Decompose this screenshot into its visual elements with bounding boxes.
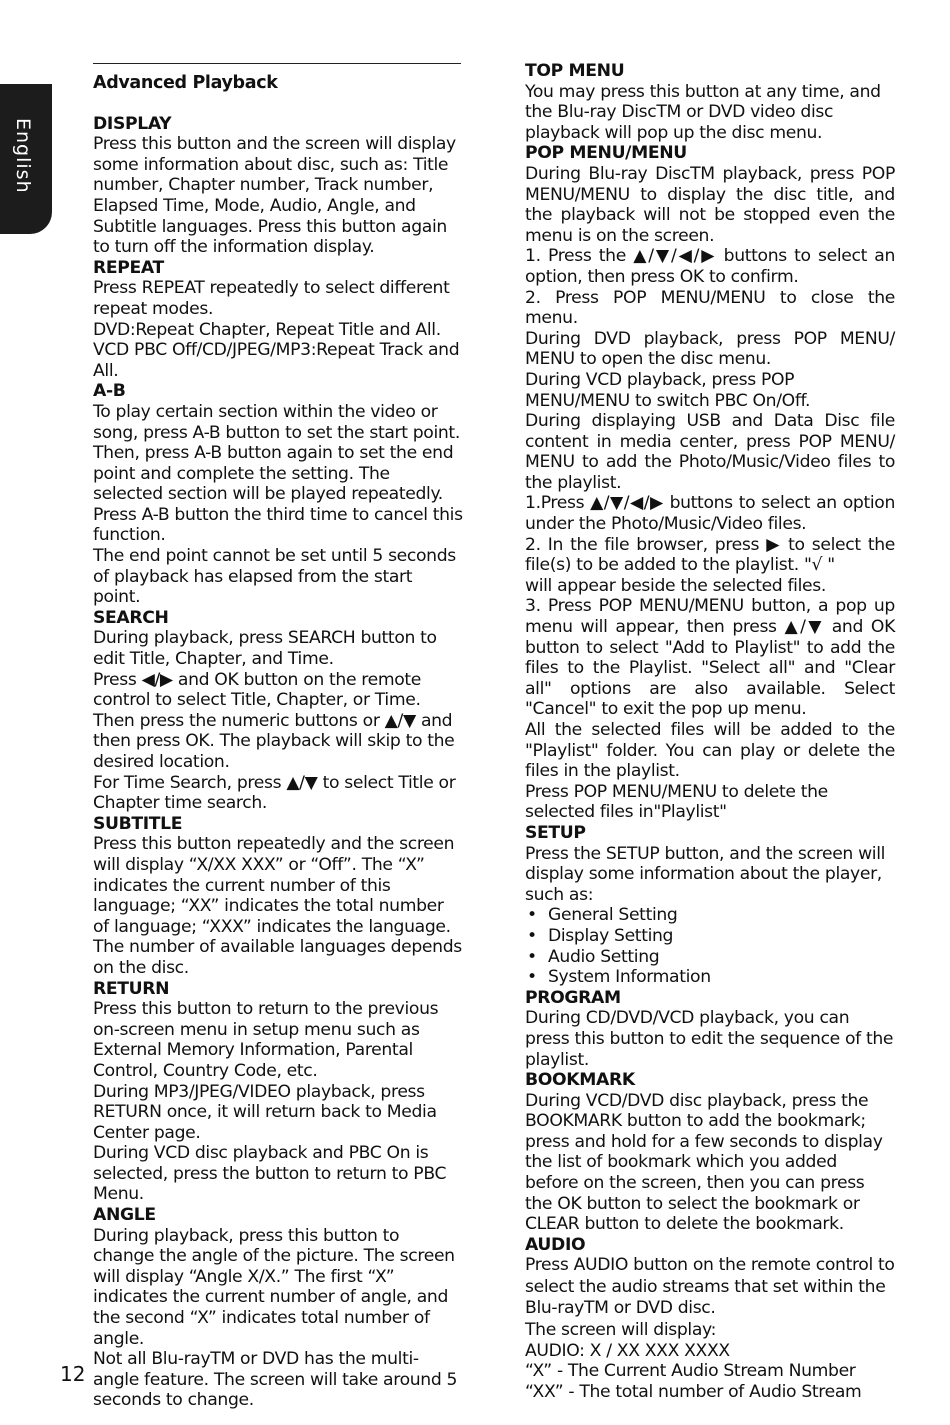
search-text-2: Press ◀/▶ and OK button on the remote control to select Title, Chapter, or Time. Then press the numeric buttons or ▲/▼ and then press OK. The playback will skip to the desired location. <box>93 669 455 772</box>
left-column <box>93 66 463 1411</box>
page-number: 12 <box>60 1362 86 1386</box>
heading-search: SEARCH <box>93 607 169 628</box>
heading-subtitle: SUBTITLE <box>93 813 183 834</box>
audio-text-4: “X” - The Current Audio Stream Number <box>525 1361 856 1382</box>
right-column <box>525 61 895 1402</box>
ab-text-2: Press A-B button the third time to cancel this function. <box>93 504 463 546</box>
pop-menu-text-11: All the selected files will be added to the "Playlist" folder. You can play or delete the files in the playlist. <box>525 720 895 782</box>
heading-return: RETURN <box>93 978 170 999</box>
section-title: Advanced Playback <box>93 73 278 93</box>
pop-menu-text-5: During VCD playback, press POP MENU/MENU to switch PBC On/Off. <box>525 369 811 411</box>
heading-pop-menu: POP MENU/MENU <box>525 143 687 164</box>
top-menu-text: You may press this button at any time, and the Blu-ray DiscTM or DVD video disc playback will pop up the disc menu. <box>525 81 881 143</box>
setup-item-display: • Display Setting <box>525 926 895 947</box>
bookmark-text: During VCD/DVD disc playback, press the BOOKMARK button to add the bookmark; press and hold for a few seconds to display the list of bookmark which you added before on the screen, then you can press the OK button to select the bookmark or CLEAR button to delete the bookmark. <box>525 1090 883 1235</box>
angle-text-1: During playback, press this button to change the angle of the picture. The screen will display “Angle X/X.” The first “X” indicates the current number of angle, and the second “X” indicates total number of angle. <box>93 1225 455 1349</box>
heading-audio: AUDIO <box>525 1234 586 1255</box>
audio-text-2: The screen will display: <box>525 1319 717 1340</box>
display-text: Press this button and the screen will display some information about disc, such as: Title number, Chapter number, Track number, Elapsed Time, Mode, Audio, Angle, and Subtitle languages. Press this button again to turn off the information display. <box>93 134 456 258</box>
heading-program: PROGRAM <box>525 987 621 1008</box>
heading-angle: ANGLE <box>93 1205 156 1226</box>
pop-menu-text-1: During Blu-ray DiscTM playback, press POP MENU/MENU to display the disc title, and the playback will not be stopped even the menu is on the screen. <box>525 163 895 246</box>
heading-bookmark: BOOKMARK <box>525 1070 635 1091</box>
audio-text-5: “XX” - The total number of Audio Stream <box>525 1381 862 1402</box>
search-text-3: For Time Search, press ▲/▼ to select Title or Chapter time search. <box>93 772 456 814</box>
heading-display: DISPLAY <box>93 113 172 134</box>
repeat-text-2: DVD:Repeat Chapter, Repeat Title and All. <box>93 319 441 340</box>
repeat-text-3: VCD PBC Off/CD/JPEG/MP3:Repeat Track and All. <box>93 340 460 381</box>
heading-ab: A-B <box>93 381 126 402</box>
angle-text-2: Not all Blu-rayTM or DVD has the multi-angle feature. The screen will take around 5 seconds to change. <box>93 1349 458 1411</box>
return-text-3: During VCD disc playback and PBC On is selected, press the button to return to PBC Menu. <box>93 1143 447 1205</box>
search-text-1: During playback, press SEARCH button to edit Title, Chapter, and Time. <box>93 628 437 670</box>
setup-item-system: • System Information <box>525 967 895 988</box>
repeat-text-1: Press REPEAT repeatedly to select different repeat modes. <box>93 278 450 319</box>
pop-menu-text-7: 1.Press ▲/▼/◀/▶ buttons to select an option under the Photo/Music/Video files. <box>525 493 895 535</box>
heading-top-menu: TOP MENU <box>525 61 625 81</box>
setup-item-general: • General Setting <box>525 905 895 926</box>
return-text-2: During MP3/JPEG/VIDEO playback, press RETURN once, it will return back to Media Center page. <box>93 1081 437 1143</box>
pop-menu-text-9: will appear beside the selected files. <box>525 575 826 596</box>
heading-repeat: REPEAT <box>93 257 164 278</box>
subtitle-text-1: Press this button repeatedly and the screen will display “X/XX XXX” or “Off”. The “X” indicates the current number of this language; “XX” indicates the total number of language; “XXX” indicates the language. <box>93 834 455 937</box>
pop-menu-text-8: 2. In the file browser, press ▶ to select the file(s) to be added to the playlist. "√ " <box>525 534 895 576</box>
pop-menu-text-6: During displaying USB and Data Disc file content in media center, press POP MENU/ MENU to add the Photo/Music/Video files to the playlist. <box>525 411 895 493</box>
audio-text-3: AUDIO: X / XX XXX XXXX <box>525 1340 730 1361</box>
setup-item-audio: • Audio Setting <box>525 947 895 968</box>
heading-setup: SETUP <box>525 822 586 843</box>
return-text-1: Press this button to return to the previous on-screen menu in setup menu such as External Memory Information, Parental Control, Country Code, etc. <box>93 999 439 1081</box>
pop-menu-text-12: Press POP MENU/MENU to delete the selected files in"Playlist" <box>525 781 828 823</box>
ab-text-3: The end point cannot be set until 5 seconds of playback has elapsed from the start point. <box>93 546 456 608</box>
language-tab-label: English <box>12 118 34 194</box>
audio-text-1: Press AUDIO button on the remote control to select the audio streams that set within the Blu-rayTM or DVD disc. <box>525 1255 895 1319</box>
pop-menu-text-4: During DVD playback, press POP MENU/ MENU to open the disc menu. <box>525 328 895 370</box>
setup-text: Press the SETUP button, and the screen will display some information about the player, such as: <box>525 843 886 905</box>
pop-menu-text-3: 2. Press POP MENU/MENU to close the menu. <box>525 287 895 329</box>
pop-menu-text-10: 3. Press POP MENU/MENU button, a pop up menu will appear, then press ▲/▼ and OK button to select "Add to Playlist" to add the files to the Playlist. "Select all" and "Clear all" options are also available. Select "Cancel" to exit the pop up menu. <box>525 596 895 720</box>
ab-text-1: To play certain section within the video or song, press A-B button to set the start point. Then, press A-B button again to set the end point and complete the setting. The selected section will be played repeatedly. <box>93 401 460 505</box>
header-rule <box>93 63 461 64</box>
program-text: During CD/DVD/VCD playback, you can press this button to edit the sequence of the playlist. <box>525 1008 894 1070</box>
subtitle-text-2: The number of available languages depends on the disc. <box>93 937 462 978</box>
pop-menu-text-2: 1. Press the ▲/▼/◀/▶ buttons to select an option, then press OK to confirm. <box>525 246 895 287</box>
setup-list <box>525 905 895 987</box>
